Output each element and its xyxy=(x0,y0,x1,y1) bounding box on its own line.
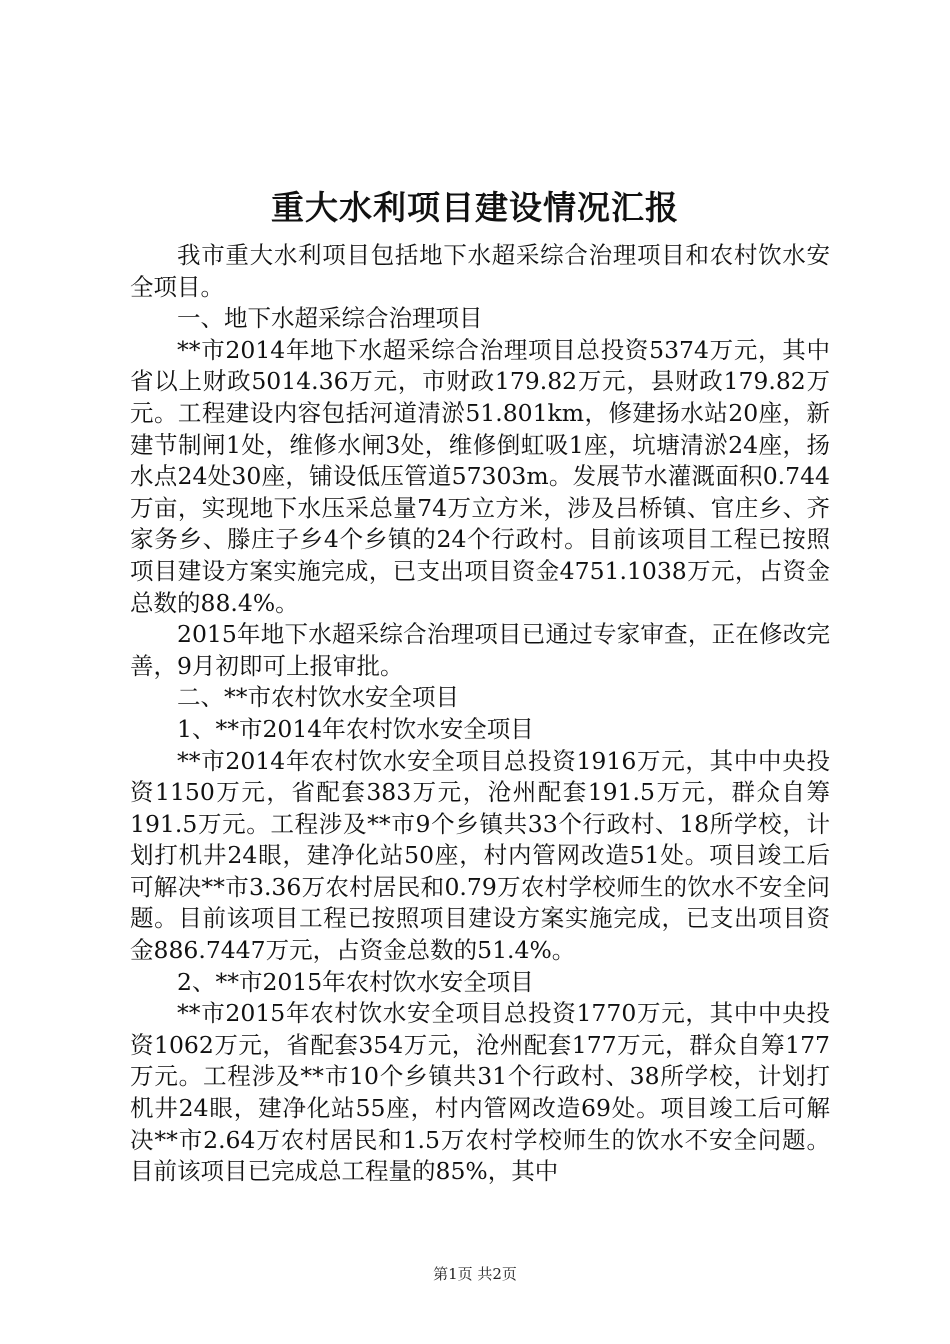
document-title: 重大水利项目建设情况汇报 xyxy=(271,188,679,227)
page-number-footer: 第1页 共2页 xyxy=(433,1265,517,1283)
subsection-heading-2015: 2、**市2015年农村饮水安全项目 xyxy=(177,967,534,996)
document-body xyxy=(130,240,830,1188)
groundwater-2014-paragraph: **市2014年地下水超采综合治理项目总投资5374万元，其中省以上财政5014.36万元，市财政179.82万元，县财政179.82万元。工程建设内容包括河道清淤51.801km，修建扬水站20座，新建节制闸1处，维修水闸3处，维修倒虹吸1座，坑塘清淤24座，扬水点24处30座，铺设低压管道57303m。发展节水灌溉面积0.744万亩，实现地下水压采总量74万立方米，涉及吕桥镇、官庄乡、齐家务乡、滕庄子乡4个乡镇的24个行政村。目前该项目工程已按照项目建设方案实施完成，已支出项目资金4751.1038万元，占资金总数的88.4%。 xyxy=(130,335,830,617)
section-heading-groundwater: 一、地下水超采综合治理项目 xyxy=(177,304,483,333)
drinking-water-2014-paragraph: **市2014年农村饮水安全项目总投资1916万元，其中中央投资1150万元，省配套383万元，沧州配套191.5万元，群众自筹191.5万元。工程涉及**市9个乡镇共33个行政村、18所学校，计划打机井24眼，建净化站50座，村内管网改造51处。项目竣工后可解决**市3.36万农村居民和0.79万农村学校师生的饮水不安全问题。目前该项目工程已按照项目建设方案实施完成，已支出项目资金886.7447万元，占资金总数的51.4%。 xyxy=(130,746,830,965)
drinking-water-2015-paragraph: **市2015年农村饮水安全项目总投资1770万元，其中中央投资1062万元，省配套354万元，沧州配套177万元，群众自筹177万元。工程涉及**市10个乡镇共31个行政村、38所学校，计划打机井24眼，建净化站55座，村内管网改造69处。项目竣工后可解决**市2.64万农村居民和1.5万农村学校师生的饮水不安全问题。目前该项目已完成总工程量的85%，其中 xyxy=(130,999,830,1186)
groundwater-2015-paragraph: 2015年地下水超采综合治理项目已通过专家审查，正在修改完善，9月初即可上报审批。 xyxy=(130,620,830,680)
intro-paragraph: 我市重大水利项目包括地下水超采综合治理项目和农村饮水安全项目。 xyxy=(130,241,830,301)
section-heading-drinking-water: 二、**市农村饮水安全项目 xyxy=(177,683,459,712)
subsection-heading-2014: 1、**市2014年农村饮水安全项目 xyxy=(177,714,534,743)
